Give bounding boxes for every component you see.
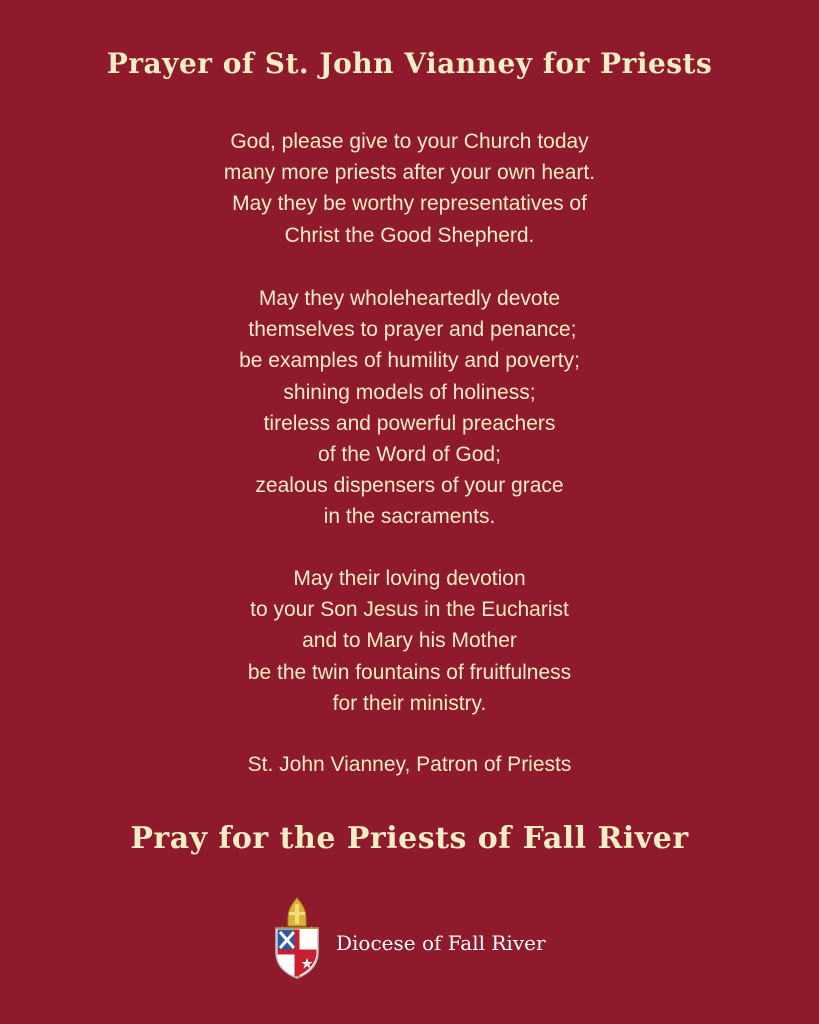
prayer-line: and to Mary his Mother [302,629,517,653]
prayer-line: May their loving devotion [293,567,526,590]
prayer-line: for their ministry. [332,691,487,715]
prayer-line: tireless and powerful preachers [263,411,556,435]
prayer-title: Prayer of St. John Vianney for Priests [106,47,713,80]
diocese-name: Diocese of Fall River [336,931,546,955]
prayer-line: shining models of holiness; [283,380,536,404]
attribution-text: St. John Vianney, Patron of Priests [247,753,572,776]
closing-heading: Pray for the Priests of Fall River [130,821,689,856]
prayer-stanza-3 [0,563,819,719]
prayer-line: to your Son Jesus in the Eucharist [250,598,569,622]
prayer-line: Christ the Good Shepherd. [284,223,535,247]
diocese-logo [268,896,546,980]
prayer-line: of the Word of God; [318,443,501,467]
prayer-line: in the sacraments. [323,505,496,529]
prayer-line: themselves to prayer and penance; [242,318,577,342]
prayer-attribution [0,749,819,780]
prayer-line: many more priests after your own heart. [223,161,596,185]
prayer-stanza-2 [0,283,819,533]
prayer-line: May they be worthy representatives of [232,192,587,216]
prayer-line: be examples of humility and poverty; [239,349,580,373]
prayer-line: God, please give to your Church today [230,130,589,153]
diocese-coat-of-arms-icon [268,896,326,980]
prayer-stanza-1 [0,126,819,251]
prayer-line: be the twin fountains of fruitfulness [247,660,572,684]
prayer-line: zealous dispensers of your grace [255,474,564,498]
prayer-line: May they wholeheartedly devote [258,287,561,310]
